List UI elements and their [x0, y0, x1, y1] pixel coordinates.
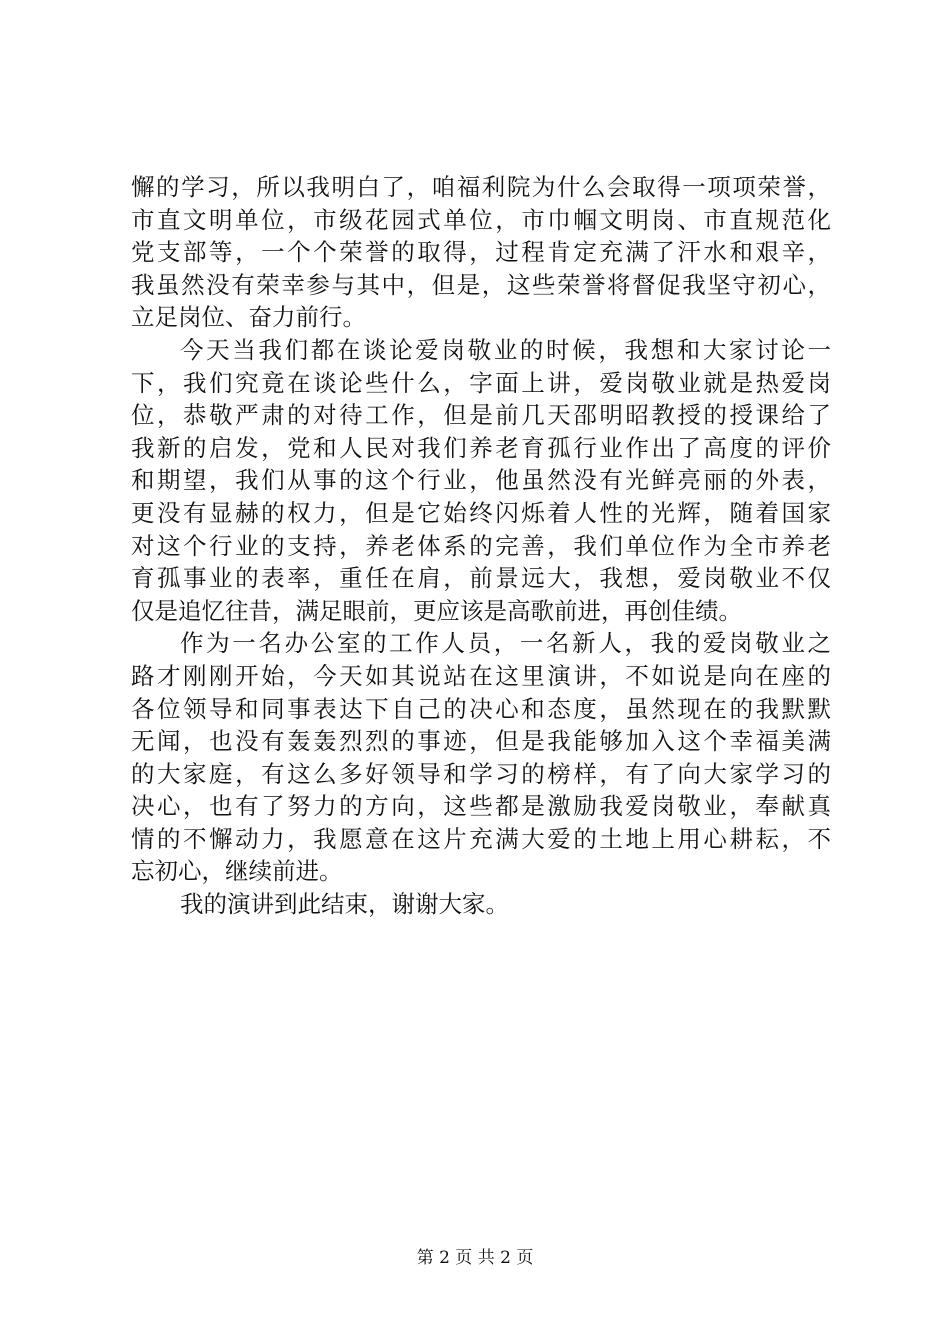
text-line: 懈的学习，所以我明白了，咱福利院为什么会取得一项项荣誉，: [131, 173, 831, 201]
text-line: 无闻，也没有轰轰烈烈的事迹，但是我能够加入这个幸福美满: [131, 727, 831, 756]
paragraph-first-line: 作为一名办公室的工作人员，一名新人，我的爱岗敬业之: [180, 629, 831, 658]
text-line: 各位领导和同事表达下自己的决心和态度，虽然现在的我默默: [131, 694, 831, 723]
text-line: 我虽然没有荣幸参与其中，但是，这些荣誉将督促我坚守初心，: [131, 270, 831, 299]
text-line: 情的不懈动力，我愿意在这片充满大爱的土地上用心耕耘，不: [131, 824, 831, 853]
text-line: 忘初心，继续前进。: [131, 857, 343, 886]
text-line: 市直文明单位，市级花园式单位，市巾帼文明岗、市直规范化: [131, 205, 831, 234]
text-line: 位，恭敬严肃的对待工作，但是前几天邵明昭教授的授课给了: [131, 401, 831, 430]
text-line: 党支部等，一个个荣誉的取得，过程肯定充满了汗水和艰辛，: [131, 238, 831, 267]
paragraph-first-line: 今天当我们都在谈论爱岗敬业的时候，我想和大家讨论一: [180, 335, 831, 364]
text-line: 立足岗位、奋力前行。: [131, 303, 366, 332]
text-line: 育孤事业的表率，重任在肩，前景远大，我想，爱岗敬业不仅: [131, 564, 831, 593]
text-line: 对这个行业的支持，养老体系的完善，我们单位作为全市养老: [131, 531, 831, 560]
text-line: 和期望，我们从事的这个行业，他虽然没有光鲜亮丽的外表，: [131, 466, 831, 495]
text-line: 的大家庭，有这么多好领导和学习的榜样，有了向大家学习的: [131, 759, 831, 788]
text-line: 我新的启发，党和人民对我们养老育孤行业作出了高度的评价: [131, 433, 831, 462]
paragraph-first-line: 我的演讲到此结束，谢谢大家。: [180, 890, 509, 919]
text-line: 更没有显赫的权力，但是它始终闪烁着人性的光辉，随着国家: [131, 498, 831, 527]
text-line: 仅是追忆往昔，满足眼前，更应该是高歌前进，再创佳绩。: [131, 596, 742, 625]
document-body: [131, 171, 831, 921]
text-line: 决心，也有了努力的方向，这些都是激励我爱岗敬业，奉献真: [131, 792, 831, 821]
text-line: 路才刚刚开始，今天如其说站在这里演讲，不如说是向在座的: [131, 661, 831, 690]
page-number-footer: 第 2 页 共 2 页: [416, 1248, 534, 1268]
text-line: 下，我们究竟在谈论些什么，字面上讲，爱岗敬业就是热爱岗: [131, 368, 831, 397]
